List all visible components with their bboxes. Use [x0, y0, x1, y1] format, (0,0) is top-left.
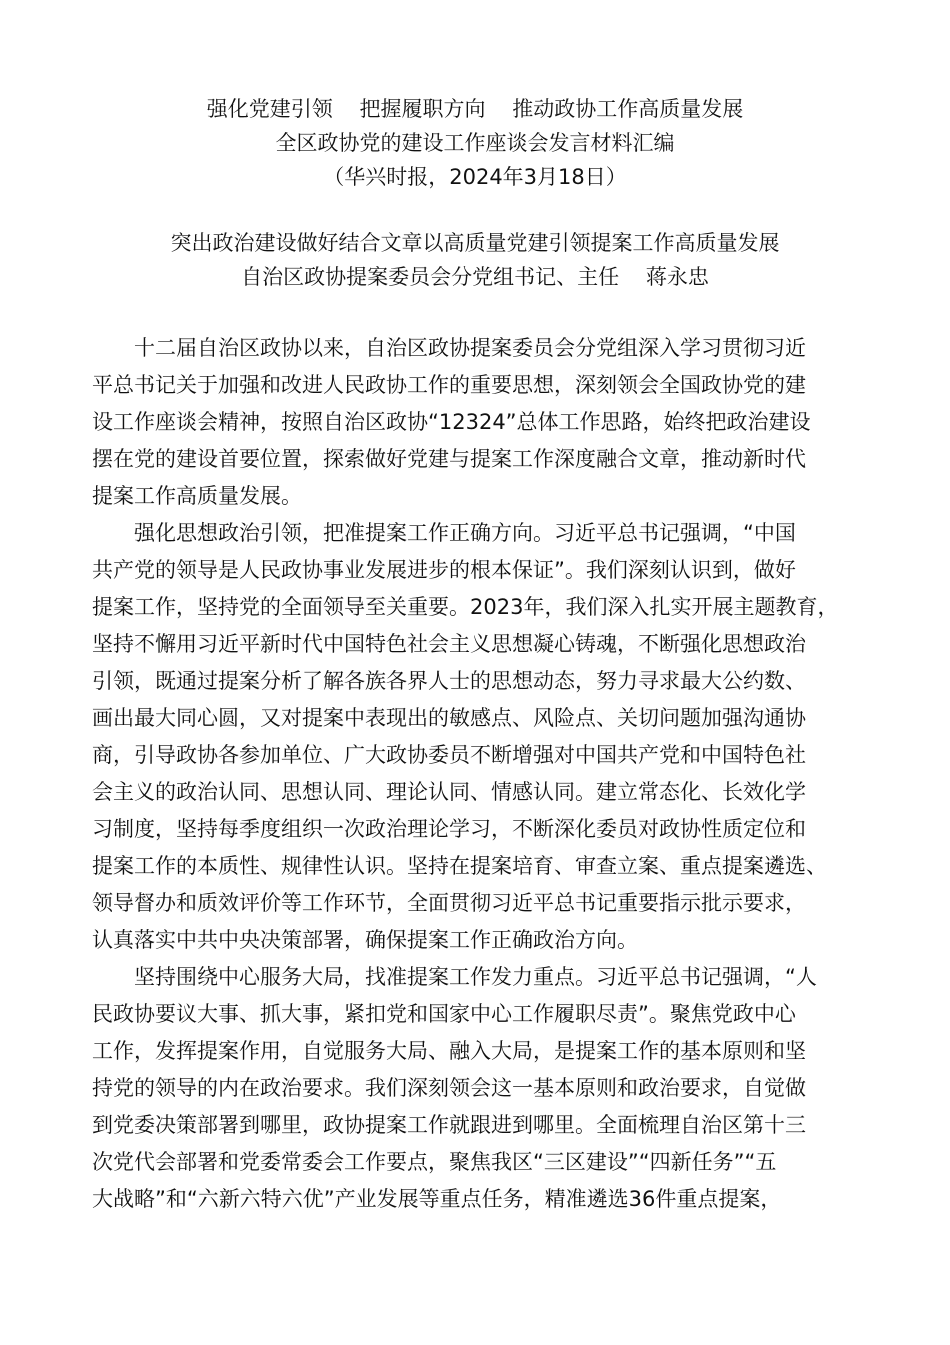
document-header [0, 92, 950, 194]
paragraph-line: 强化思想政治引领，把准提案工作正确方向。习近平总书记强调，“中国 [92, 521, 796, 545]
paragraph-line: 持党的领导的内在政治要求。我们深刻领会这一基本原则和政治要求，自觉做 [92, 1076, 806, 1100]
paragraph-line: 次党代会部署和党委常委会工作要点，聚焦我区“三区建设”“四新任务”“五 [92, 1150, 777, 1174]
paragraph-line: 平总书记关于加强和改进人民政协工作的重要思想，深刻领会全国政协党的建 [92, 373, 806, 397]
paragraph-line: 商，引导政协各参加单位、广大政协委员不断增强对中国共产党和中国特色社 [92, 743, 806, 767]
paragraph-line: 提案工作高质量发展。 [92, 484, 302, 508]
body-text [92, 330, 862, 1218]
paragraph-line: 大战略”和“六新六特六优”产业发展等重点任务，精准遴选36件重点提案， [92, 1187, 782, 1211]
paragraph-line: 坚持不懈用习近平新时代中国特色社会主义思想凝心铸魂，不断强化思想政治 [92, 632, 806, 656]
source-line: （华兴时报，2024年3月18日） [323, 165, 627, 189]
body-paragraph [92, 515, 862, 959]
paragraph-line: 领导督办和质效评价等工作环节，全面贯彻习近平总书记重要指示批示要求， [92, 891, 806, 915]
paragraph-line: 摆在党的建设首要位置，探索做好党建与提案工作深度融合文章，推动新时代 [92, 447, 806, 471]
paragraph-line: 民政协要议大事、抓大事，紧扣党和国家中心工作履职尽责”。聚焦党政中心 [92, 1002, 796, 1026]
paragraph-line: 工作，发挥提案作用，自觉服务大局、融入大局，是提案工作的基本原则和坚 [92, 1039, 806, 1063]
paragraph-line: 画出最大同心圆，又对提案中表现出的敏感点、风险点、关切问题加强沟通协 [92, 706, 806, 730]
body-paragraph [92, 330, 862, 515]
paragraph-line: 共产党的领导是人民政协事业发展进步的根本保证”。我们深刻认识到，做好 [92, 558, 796, 582]
body-paragraph [92, 959, 862, 1218]
paragraph-line: 十二届自治区政协以来，自治区政协提案委员会分党组深入学习贯彻习近 [92, 336, 806, 360]
paragraph-line: 认真落实中共中央决策部署，确保提案工作正确政治方向。 [92, 928, 638, 952]
document-subtitle: 全区政协党的建设工作座谈会发言材料汇编 [275, 131, 675, 155]
speech-header [0, 226, 950, 294]
paragraph-line: 会主义的政治认同、思想认同、理论认同、情感认同。建立常态化、长效化学 [92, 780, 806, 804]
document-title: 强化党建引领 把握履职方向 推动政协工作高质量发展 [206, 97, 744, 121]
speech-title: 突出政治建设做好结合文章以高质量党建引领提案工作高质量发展 [170, 231, 780, 255]
paragraph-line: 到党委决策部署到哪里，政协提案工作就跟进到哪里。全面梳理自治区第十三 [92, 1113, 806, 1137]
paragraph-line: 提案工作的本质性、规律性认识。坚持在提案培育、审查立案、重点提案遴选、 [92, 854, 827, 878]
paragraph-line: 引领，既通过提案分析了解各族各界人士的思想动态，努力寻求最大公约数、 [92, 669, 806, 693]
paragraph-line: 习制度，坚持每季度组织一次政治理论学习，不断深化委员对政协性质定位和 [92, 817, 806, 841]
paragraph-line: 设工作座谈会精神，按照自治区政协“12324”总体工作思路，始终把政治建设 [92, 410, 811, 434]
paragraph-line: 提案工作，坚持党的全面领导至关重要。2023年，我们深入扎实开展主题教育， [92, 595, 839, 619]
paragraph-line: 坚持围绕中心服务大局，找准提案工作发力重点。习近平总书记强调，“人 [92, 965, 817, 989]
speaker-line: 自治区政协提案委员会分党组书记、主任 蒋永忠 [241, 265, 709, 289]
